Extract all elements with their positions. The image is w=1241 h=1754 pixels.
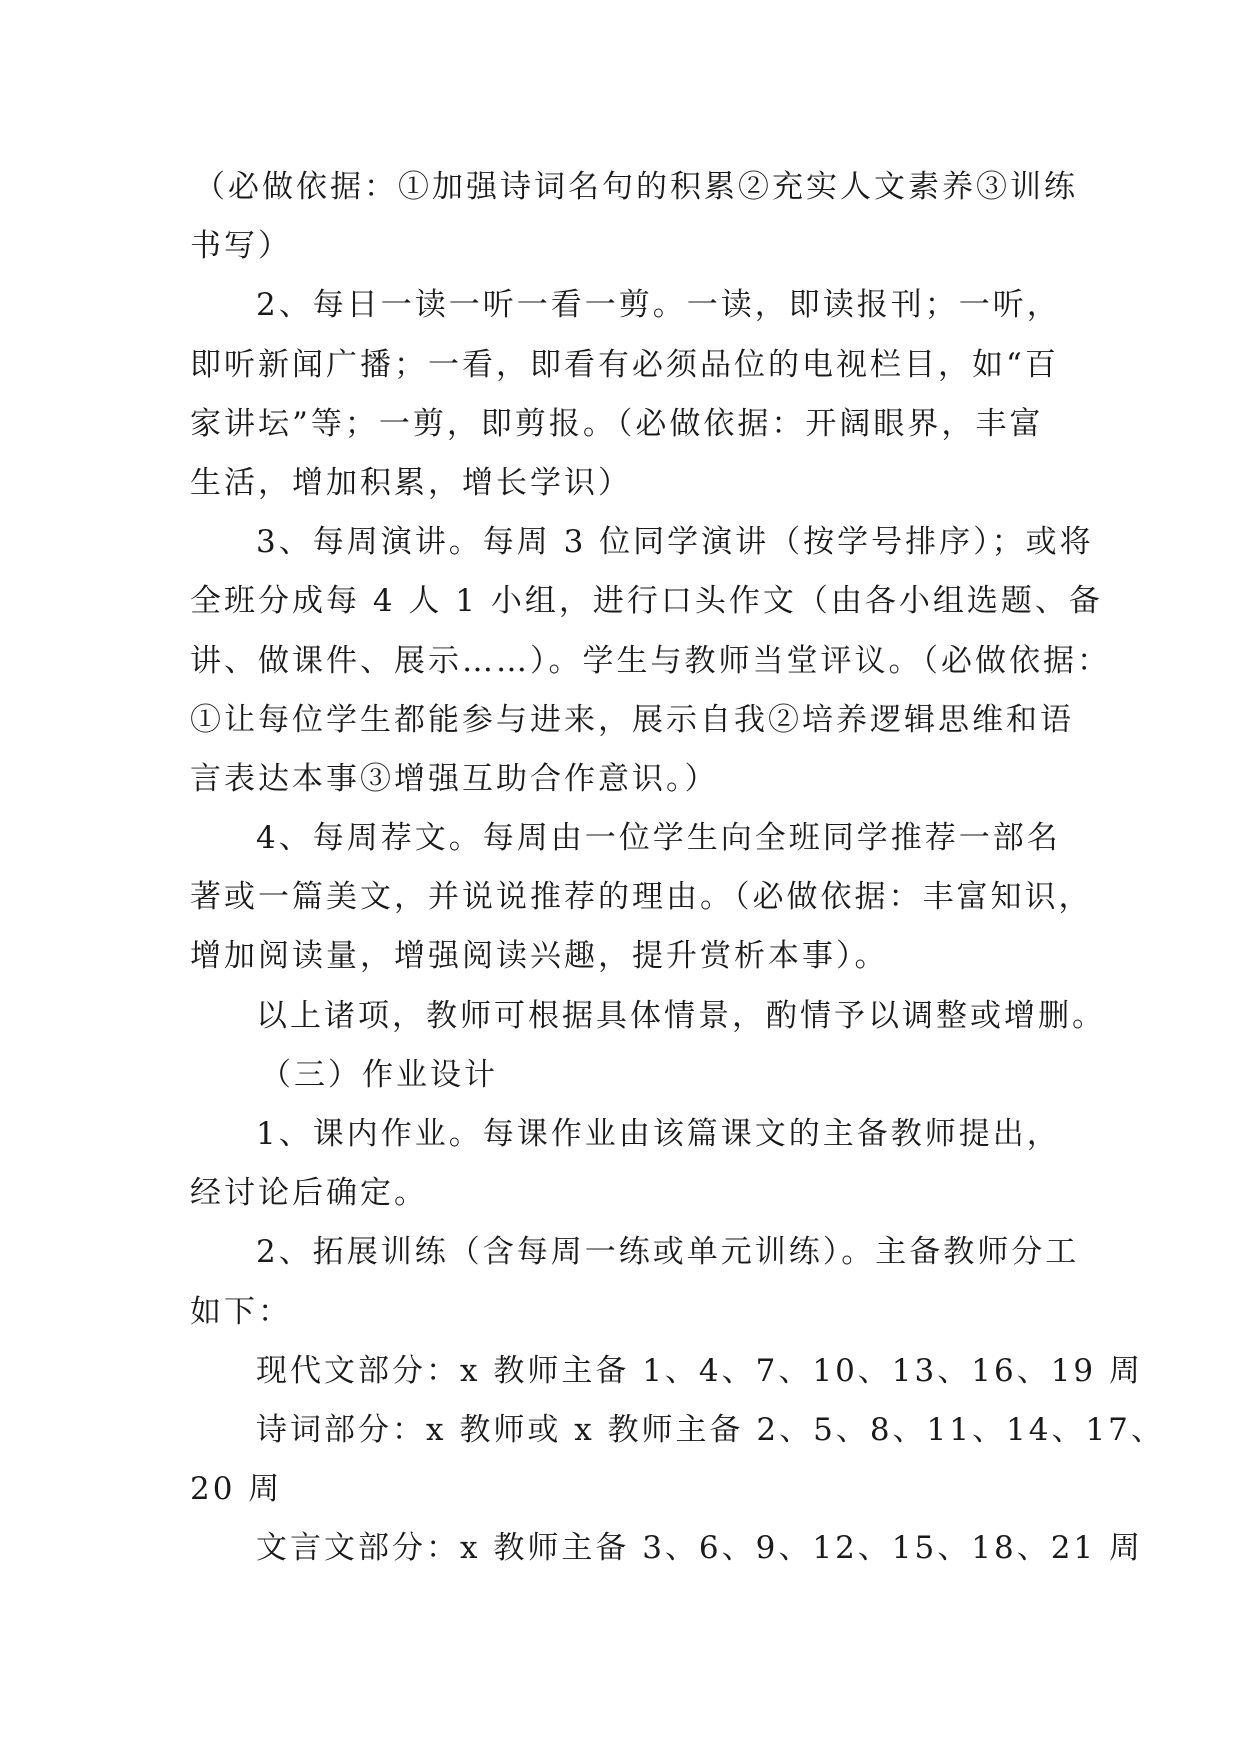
- text-line: 以上诸项，教师可根据具体情景，酌情予以调整或增删。: [256, 997, 1106, 1034]
- text-line: 生活，增加积累，增长学识）: [190, 464, 632, 501]
- text-line: 经讨论后确定。: [190, 1175, 428, 1212]
- text-line: （必做依据：①加强诗词名句的积累②充实人文素养③训练: [194, 169, 1078, 205]
- text-line: 即听新闻广播；一看，即看有必须品位的电视栏目，如“百: [190, 346, 1059, 383]
- text-line: 讲、做课件、展示……）。学生与教师当堂评议。（必做依据：: [190, 642, 1111, 679]
- text-line: 书写）: [190, 228, 292, 265]
- text-line: ①让每位学生都能参与进来，展示自我②培养逻辑思维和语: [190, 701, 1074, 738]
- text-line: 全班分成每 4 人 1 小组，进行口头作文（由各小组选题、备: [190, 583, 1103, 620]
- text-line: 著或一篇美文，并说说推荐的理由。（必做依据：丰富知识，: [190, 879, 1093, 916]
- text-line: 家讲坛”等；一剪，即剪报。（必做依据：开阔眼界，丰富: [190, 405, 1044, 442]
- text-line: 3、每周演讲。每周 3 位同学演讲（按学号排序）；或将: [256, 524, 1094, 561]
- text-line: 2、拓展训练（含每周一练或单元训练）。主备教师分工: [256, 1234, 1080, 1271]
- document-body: [190, 158, 1165, 1579]
- text-line: 20 周: [190, 1471, 283, 1508]
- text-line: 2、每日一读一听一看一剪。一读，即读报刊；一听，: [256, 287, 1061, 324]
- text-line: 现代文部分：x 教师主备 1、4、7、10、13、16、19 周: [256, 1352, 1143, 1389]
- text-line: 诗词部分：x 教师或 x 教师主备 2、5、8、11、14、17、: [256, 1411, 1165, 1448]
- text-line: 言表达本事③增强互助合作意识。）: [190, 760, 719, 797]
- text-line: 如下：: [190, 1293, 292, 1330]
- text-line: 增加阅读量，增强阅读兴趣，提升赏析本事）。: [190, 938, 889, 975]
- text-line: 4、每周荐文。每周由一位学生向全班同学推荐一部名: [256, 820, 1061, 857]
- section-heading: （三）作业设计: [260, 1056, 498, 1093]
- text-line: 1、课内作业。每课作业由该篇课文的主备教师提出，: [256, 1116, 1061, 1152]
- text-line: 文言文部分：x 教师主备 3、6、9、12、15、18、21 周: [256, 1530, 1143, 1567]
